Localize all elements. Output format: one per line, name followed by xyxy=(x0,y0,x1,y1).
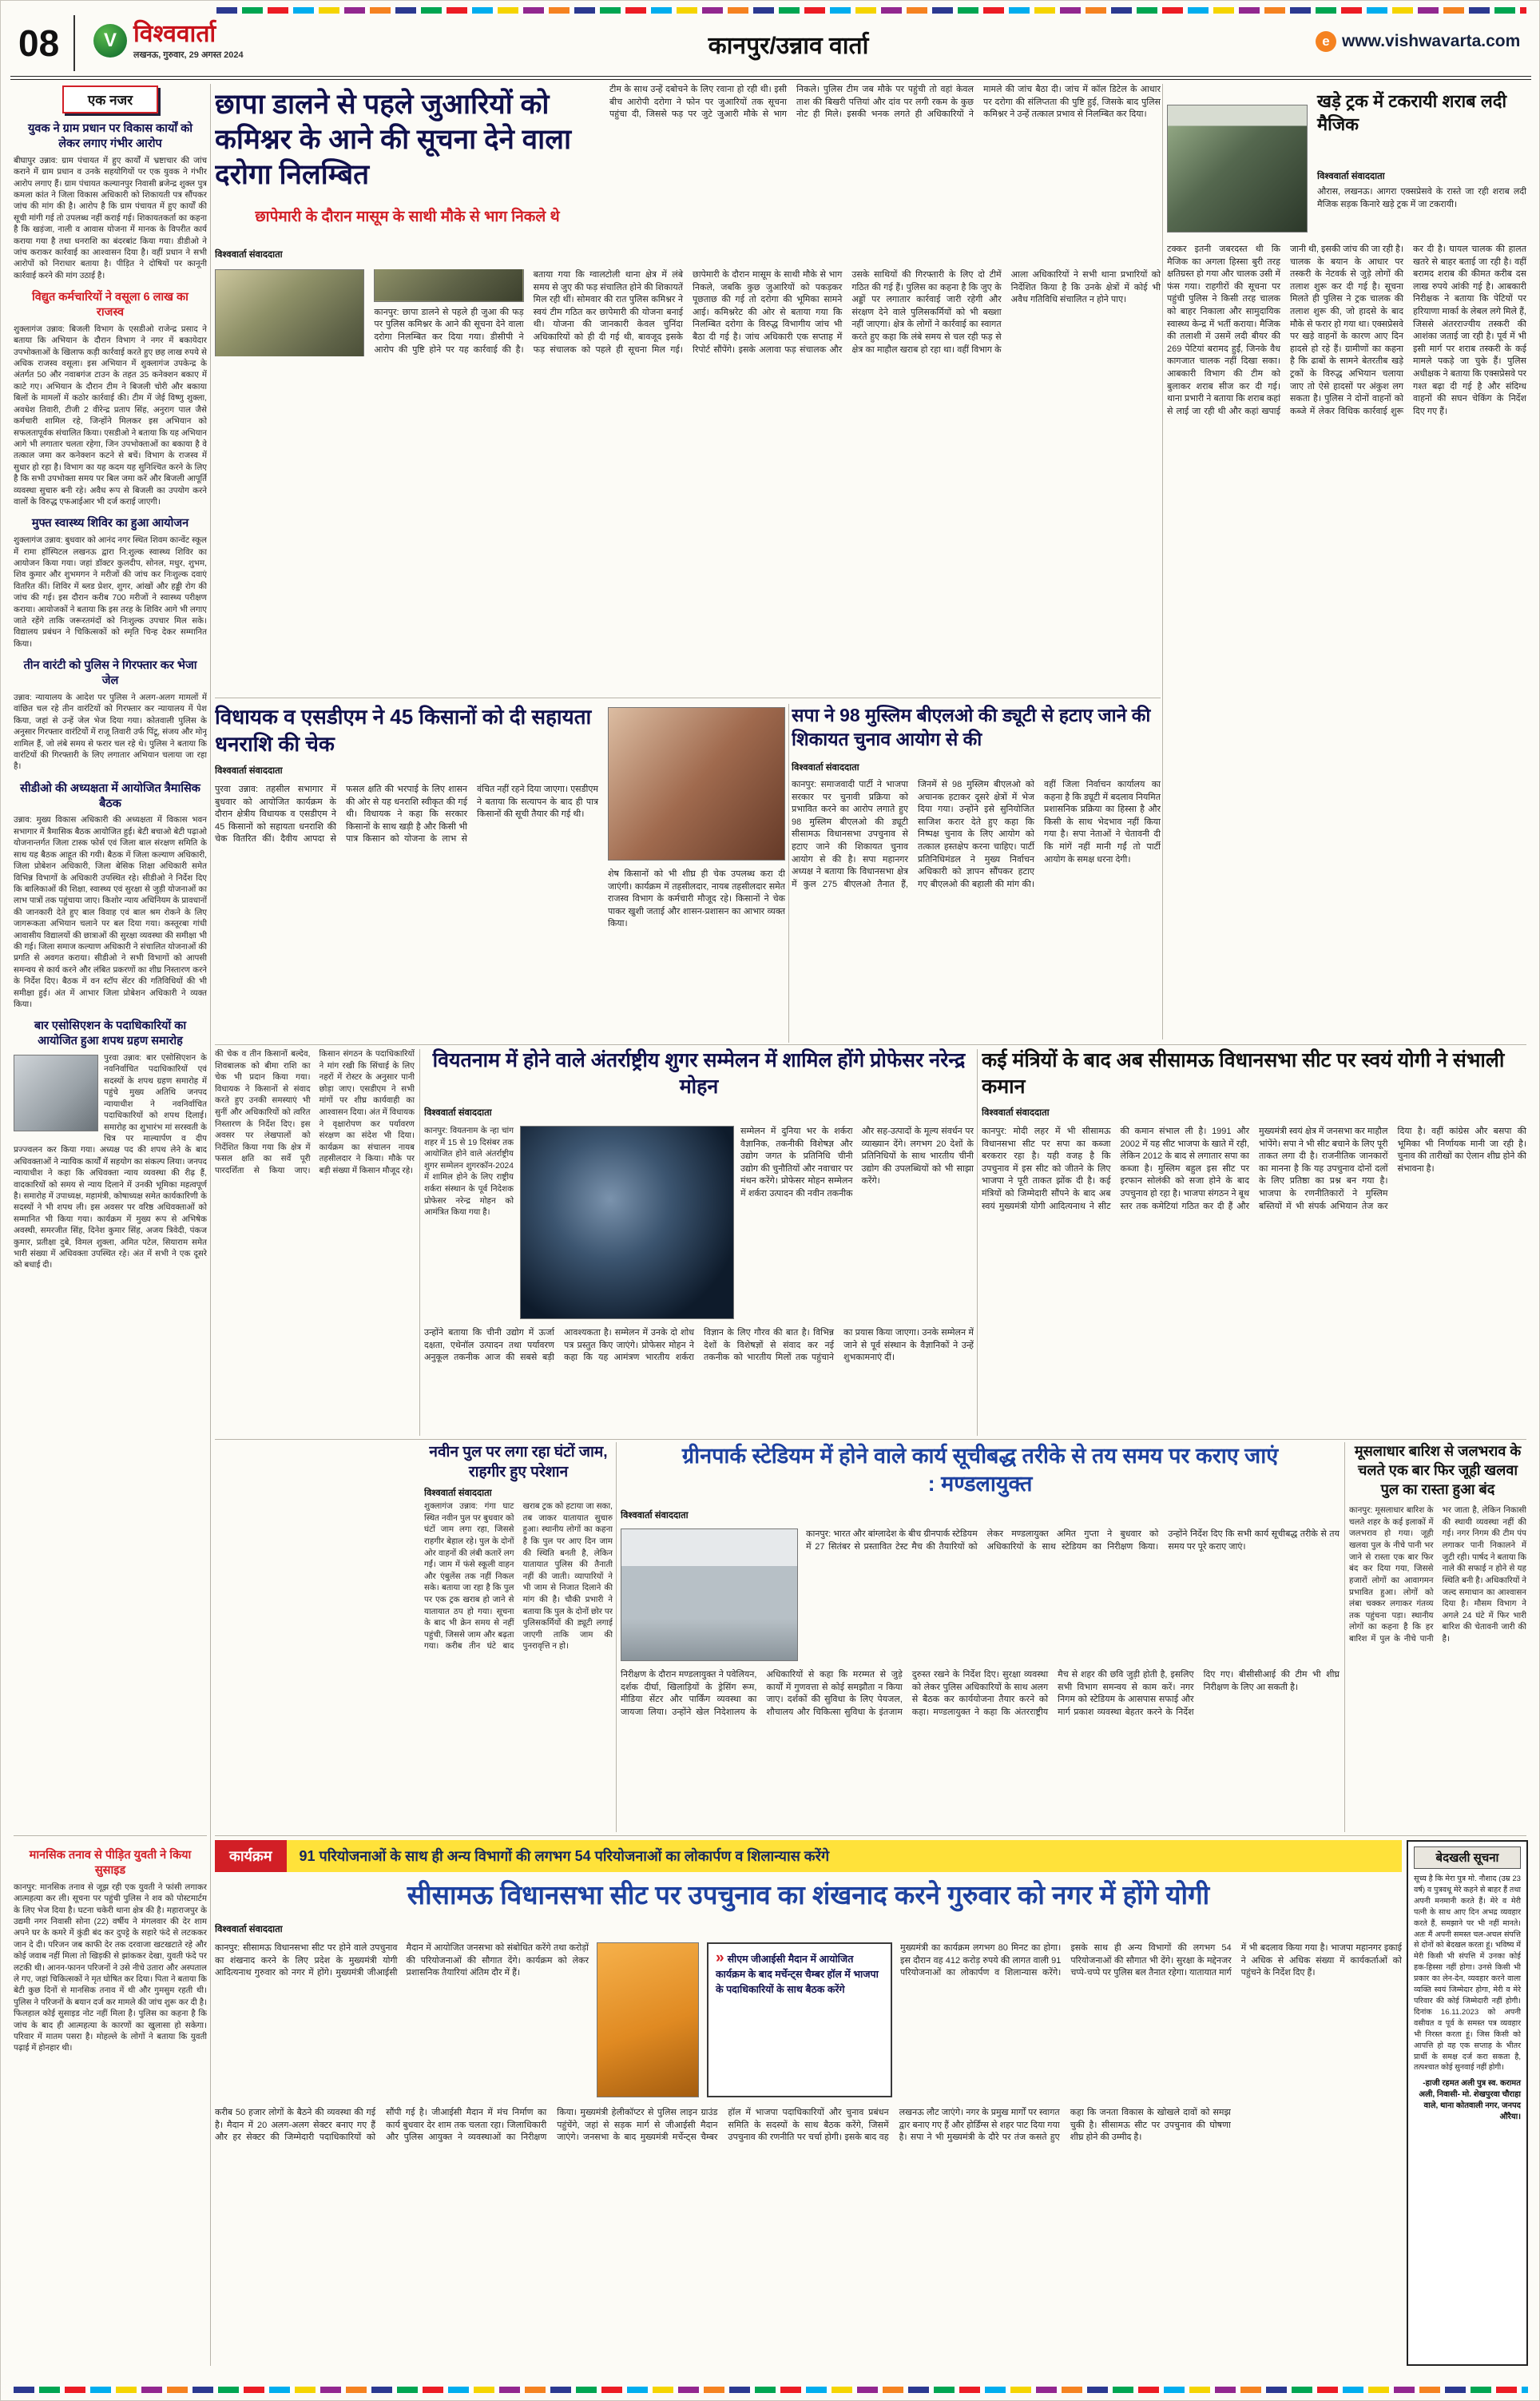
lead-subhead: छापेमारी के दौरान मासूम के साथी मौके से भाग निकले थे xyxy=(255,209,560,225)
vietnam-body-b: सम्मेलन में दुनिया भर के शर्करा वैज्ञानिक, तकनीकी विशेषज्ञ और उद्योग जगत के प्रतिनिधि चीनी उद्योग की चुनौतियों और नवाचार पर मंथन करेंगे। प्रोफेसर मोहन सम्मेलन में शर्करा उत्पादन की नवीन तकनीक और सह-उत्पादों के मूल्य संवर्धन पर व्याख्यान देंगे। लगभग 20 देशों के प्रतिनिधियों के साथ भारतीय चीनी उद्योग की उपलब्धियों को भी साझा करेंगे। xyxy=(740,1127,974,1199)
sidebar-headline-cdo-meeting: सीडीओ की अध्यक्षता में आयोजित त्रैमासिक बैठक xyxy=(20,781,200,810)
section-title: कानपुर/उन्नाव वार्ता xyxy=(708,33,869,59)
article-daroga-suspended xyxy=(215,84,1161,693)
sidebar-body-cdo-meeting: उन्नाव: मुख्य विकास अधिकारी की अध्यक्षता में विकास भवन सभागार में त्रैमासिक बैठक आयोजित हुई। बेटी बचाओ बेटी पढ़ाओ योजनान्तर्गत जिला टास्क फोर्स एवं जिला बाल संरक्षण समिति के साथ यह बैठक आहूत की गयी। बैठक में जिला कल्याण अधिकारी, जिला प्रोबेशन अधिकारी, जिला बेसिक शिक्षा अधिकारी समेत विभिन्न विभागों के अधिकारी उपस्थित रहे। सीडीओ ने निर्देश दिए कि बालिकाओं की शिक्षा, स्वास्थ्य एवं सुरक्षा से जुड़ी योजनाओं का लाभ पात्रों तक पहुंचाया जाए। किशोर न्याय अधिनियम के प्रावधानों की जानकारी देते हुए बाल विवाह एवं बाल श्रम रोकने के लिए जागरूकता अभियान चलाने पर बल दिया गया। कस्तूरबा गांधी आवासीय विद्यालयों की छात्राओं की सुरक्षा व्यवस्था की समीक्षा भी की गई। जिला समाज कल्याण अधिकारी ने संचालित योजनाओं की प्रगति से अवगत कराया। सीडीओ ने सभी विभागों को आपसी समन्वय से कार्य करने और लंबित प्रकरणों का शीघ्र निस्तारण करने के निर्देश दिए। बैठक में वन स्टॉप सेंटर की गतिविधियों की भी समीक्षा हुई। अंत में आभार जिला प्रोबेशन अधिकारी ने व्यक्त किया। xyxy=(14,816,207,1009)
sidebar-ek-najar xyxy=(14,84,207,1835)
sidebar-headline-warranty: तीन वारंटी को पुलिस ने गिरफ्तार कर भेजा जेल xyxy=(23,659,197,688)
article-yogi-sisamau-command xyxy=(982,1047,1526,1437)
lead-headline: छापा डालने से पहले जुआरियों को कमिश्नर के आने की सूचना देने वाला दरोगा निलम्बित xyxy=(215,89,572,191)
yogi-visit-body-c: करीब 50 हजार लोगों के बैठने की व्यवस्था की गई है। मैदान में 20 अलग-अलग सेक्टर बनाए गए हैं और हर सेक्टर की जिम्मेदारी पदाधिकारियों को सौंपी गई है। जीआईसी मैदान में मंच निर्माण का कार्य बुधवार देर शाम तक चलता रहा। जिलाधिकारी और पुलिस आयुक्त ने व्यवस्थाओं का निरीक्षण किया। मुख्यमंत्री हेलीकॉप्टर से पुलिस लाइन ग्राउंड पहुंचेंगे, जहां से सड़क मार्ग से जीआईसी मैदान जाएंगे। जनसभा के बाद मुख्यमंत्री मर्चेन्ट्स चैम्बर हॉल में भाजपा पदाधिकारियों और चुनाव प्रबंधन समिति के सदस्यों के साथ बैठक करेंगे, जिसमें उपचुनाव की रणनीति पर चर्चा होगी। इसके बाद वह लखनऊ लौट जाएंगे। नगर के प्रमुख मार्गों पर स्वागत द्वार बनाए गए हैं और होर्डिंग्स से शहर पाट दिया गया है। सपा ने भी मुख्यमंत्री के दौरे पर तंज कसते हुए कहा कि जनता विकास के खोखले दावों को समझ चुकी है। सीसामऊ सीट पर उपचुनाव की घोषणा शीघ्र होने की उम्मीद है। xyxy=(215,2108,1231,2143)
bottom-color-strip xyxy=(14,2387,1528,2393)
article-sugar-conference xyxy=(424,1047,974,1437)
eviction-notice-box xyxy=(1407,1840,1528,2366)
bridge-jam-byline: विश्ववार्ता संवाददाता xyxy=(424,1489,492,1499)
header-rule xyxy=(10,76,1531,80)
cheque-byline: विश्ववार्ता संवाददाता xyxy=(215,766,283,776)
yogi-portrait-photo xyxy=(597,1942,699,2097)
divider-line xyxy=(210,84,211,2366)
conference-speaker-photo xyxy=(520,1126,734,1319)
article-greenpark-stadium xyxy=(621,1442,1340,1832)
cheque-body-continuation: की चेक व तीन किसानों बल्देव, शिवबालक को बीमा राशि का चेक भी प्रदान किया गया। विधायक ने किसानों से संवाद करते हुए उनकी समस्याएं भी सुनीं और अधिकारियों को त्वरित निस्तारण के निर्देश दिए। इस अवसर पर लेखपालों को निर्देशित किया गया कि क्षेत्र में फसल क्षति का सर्वे पूरी पारदर्शिता से किया जाए। किसान संगठन के पदाधिकारियों ने मांग रखी कि सिंचाई के लिए नहरों में रोस्टर के अनुसार पानी छोड़ा जाए। एसडीएम ने सभी मांगों पर शीघ्र कार्यवाही का आश्वासन दिया। अंत में विधायक ने वृक्षारोपण कर पर्यावरण संरक्षण का संदेश भी दिया। कार्यक्रम का संचालन नायब तहसीलदार ने किया। मौके पर बड़ी संख्या में किसान मौजूद रहे। xyxy=(215,1050,415,1176)
quote-text: सीएम जीआईसी मैदान में आयोजित कार्यक्रम के बाद मर्चेन्ट्स चैम्बर हॉल में भाजपा के पदाधिकारियों के साथ बैठक करेंगे xyxy=(716,1954,879,1995)
masthead-title: विश्ववार्ता xyxy=(133,21,216,47)
greenpark-body-bottom: निरीक्षण के दौरान मण्डलायुक्त ने पवेलियन, दर्शक दीर्घा, खिलाड़ियों के ड्रेसिंग रूम, मीडिया सेंटर और पार्किंग व्यवस्था का जायजा लिया। उन्होंने खेल निदेशालय के अधिकारियों से कहा कि मरम्मत से जुड़े कार्यों में गुणवत्ता से कोई समझौता न किया जाए। दर्शकों की सुविधा के लिए पेयजल, शौचालय और चिकित्सा सुविधा के इंतजाम दुरुस्त रखने के निर्देश दिए। सुरक्षा व्यवस्था को लेकर पुलिस अधिकारियों के साथ अलग से बैठक कर कार्ययोजना तैयार करने को कहा। मण्डलायुक्त ने कहा कि अंतरराष्ट्रीय मैच से शहर की छवि जुड़ी होती है, इसलिए सभी विभाग समन्वय से काम करें। नगर निगम को स्टेडियम के आसपास सफाई और मार्ग प्रकाश व्यवस्था बेहतर करने के निर्देश दिए गए। बीसीसीआई की टीम भी शीघ्र निरीक्षण के लिए आ सकती है। xyxy=(621,1670,1340,1717)
website xyxy=(1316,31,1520,52)
program-label: कार्यक्रम xyxy=(215,1840,287,1872)
sidebar-headline-bar-oath: बार एसोसिएशन के पदाधिकारियों का आयोजित हुआ शपथ ग्रहण समारोह xyxy=(34,1020,187,1048)
lead-body xyxy=(215,269,1161,689)
masthead-bar xyxy=(14,15,1528,74)
sidebar-body-gram-pradhan: बीघापुर उन्नाव: ग्राम पंचायत में हुए कार्यों में भ्रष्टाचार की जांच कराने में ग्राम प्रधान व उनके सहयोगियों पर एक युवक ने गंभीर आरोप लगाए हैं। ग्राम पंचायत कल्यानपुर निवासी ब्रजेन्द्र शुक्ल पुत्र कमला कांत ने जिला विकास अधिकारी को शिकायती पत्र सौंपकर जांच की मांग की है। आरोप है कि ग्राम पंचायत में हुए कार्यों की सूची मांगी गई तो उपलब्ध नहीं कराई गई। शिकायतकर्ता का कहना है कि खड़ंजा, नाली व आवास योजना में मानक के विपरीत कार्य कराया गया है तथा धनराशि का बंदरबांट किया गया। डीडीओ ने जांच कराकर कार्रवाई का आश्वासन दिया है। वहीं प्रधान ने सभी आरोपों को निराधार बताया है। पीड़ित ने दोषियों पर कानूनी कार्रवाई करने की मांग उठाई है। xyxy=(14,156,207,280)
sidebar-headline-gram-pradhan: युवक ने ग्राम प्रधान पर विकास कार्यों को लेकर लगाए गंभीर आरोप xyxy=(27,122,193,150)
yogi-seat-body: कानपुर: मोदी लहर में भी सीसामऊ विधानसभा सीट पर सपा का कब्जा बरकरार रहा है। यही वजह है कि उपचुनाव में इस सीट को जीतने के लिए भाजपा ने पूरी ताकत झोंक दी है। कई मंत्रियों को जिम्मेदारी सौंपने के बाद अब स्वयं मुख्यमंत्री योगी आदित्यनाथ ने सीट की कमान संभाल ली है। 1991 और 2002 में यह सीट भाजपा के खाते में रही, लेकिन 2012 के बाद से लगातार सपा का कब्जा है। मुस्लिम बहुल इस सीट पर इरफान सोलंकी को सजा होने के बाद उपचुनाव हो रहा है। भाजपा संगठन ने बूथ स्तर तक कमेटियां गठित कर दी हैं और मुख्यमंत्री स्वयं क्षेत्र में जनसभा कर माहौल भांपेंगे। सपा ने भी सीट बचाने के लिए पूरी ताकत लगा दी है। राजनीतिक जानकारों का मानना है कि यह उपचुनाव दोनों दलों के लिए प्रतिष्ठा का प्रश्न बन गया है। भाजपा के रणनीतिकारों ने मुस्लिम बस्तियों में भी संपर्क अभियान तेज कर दिया है। वहीं कांग्रेस और बसपा की भूमिका भी निर्णायक मानी जा रही है। चुनाव की तारीखों का ऐलान शीघ्र होने की संभावना है। xyxy=(982,1127,1526,1211)
rain-bridge-body: कानपुर: मूसलाधार बारिश के चलते शहर के कई इलाकों में जलभराव हो गया। जूही खलवा पुल के नीचे पानी भर जाने से रास्ता एक बार फिर बंद कर दिया गया, जिससे हजारों लोगों का आवागमन प्रभावित हुआ। लोगों को लंबा चक्कर लगाकर गंतव्य तक पहुंचना पड़ा। स्थानीय लोगों का कहना है कि हर बारिश में पुल के नीचे पानी भर जाता है, लेकिन निकासी की स्थायी व्यवस्था नहीं की गई। नगर निगम की टीम पंप लगाकर पानी निकालने में जुटी रही। पार्षद ने बताया कि नाले की सफाई न होने से यह स्थिति बनी है। अधिकारियों ने जल्द समाधान का आश्वासन दिया है। मौसम विभाग ने अगले 24 घंटे में फिर भारी बारिश की चेतावनी जारी की है। xyxy=(1349,1506,1526,1644)
quote-arrows-icon: » xyxy=(716,1950,724,1966)
truck-headline: खड़े ट्रक में टकरायी शराब लदी मैजिक xyxy=(1317,91,1507,134)
yogi-seat-headline: कई मंत्रियों के बाद अब सीसामऊ विधानसभा सीट पर स्वयं योगी ने संभाली कमान xyxy=(982,1049,1505,1098)
article-truck-crash xyxy=(1167,84,1526,1040)
lead-byline: विश्ववार्ता संवाददाता xyxy=(215,250,283,260)
sidebar-headline-vidyut: विद्युत कर्मचारियों ने वसूला 6 लाख का राजस्व xyxy=(32,291,189,319)
cheque-body: पुरवा उन्नाव: तहसील सभागार में बुधवार को आयोजित कार्यक्रम के दौरान क्षेत्रीय विधायक व एसडीएम ने 45 किसानों को सहायता धनराशि की चेक वितरित कीं। दैवीय आपदा से फसल क्षति की भरपाई के लिए शासन की ओर से यह धनराशि स्वीकृत की गई थी। विधायक ने कहा कि सरकार किसानों के साथ खड़ी है और किसी भी पात्र किसान को योजना के लाभ से वंचित नहीं रहने दिया जाएगा। एसडीएम ने बताया कि सत्यापन के बाद ही पात्र किसानों की सूची तैयार की गई थी। xyxy=(215,785,598,845)
sidebar-body-vidyut: शुक्लागंज उन्नाव: बिजली विभाग के एसडीओ राजेन्द्र प्रसाद ने बताया कि अभियान के दौरान विभाग ने नगर में बकायेदार उपभोक्ताओं के खिलाफ कड़ी कार्रवाई करते हुए छह लाख रुपये से अधिक राजस्व वसूला। इस अभियान में शुक्लागंज उपकेन्द्र के अंतर्गत 50 और नवाबगंज टाउन के तहत 35 कनेक्शन बकाए में काटे गए। अभियान के दौरान टीम ने बिजली चोरी और बकाया बिलों के मामलों में कठोर कार्रवाई की। टीम में जेई विष्णु शुक्ला, अवधेश तिवारी, टीजी 2 वीरेन्द्र प्रताप सिंह, अनुराग पाल जैसे कर्मचारी शामिल रहे, जिन्होंने मिलकर इस अभियान को सफलतापूर्वक संचालित किया। एसडीओ ने बताया कि यह अभियान आगे भी लगातार चलता रहेगा, जिन उपभोक्ताओं का बकाया है वे तत्काल जमा कर कनेक्शन कटने से बचें। विभाग के राजस्व में सुधार हो रहा है। विभाग का यह कदम यह सुनिश्चित करने के लिए है कि सभी उपभोक्ता समय पर बिल जमा करें और बिजली आपूर्ति व्यवस्था सुचारु बनी रहे। अवैध रूप से बिजली का उपयोग करने वालों के विरुद्ध एफआईआर भी दर्ज कराई जाएगी। xyxy=(14,324,207,507)
notice-signature: -हाजी रहमत अली पुत्र स्व. करामत अली, निवासी- मो. शेखपुरवा चौराहा वाले, थाना कोतवाली नगर, जनपद औरैया। xyxy=(1419,2079,1521,2122)
divider-line xyxy=(215,1439,1526,1440)
sapa-headline: सपा ने 98 मुस्लिम बीएलओ की ड्यूटी से हटाए जाने की शिकायत चुनाव आयोग से की xyxy=(792,705,1151,749)
article-bridge-jam xyxy=(424,1442,613,1832)
sidebar-label: एक नजर xyxy=(62,85,158,113)
article-farmer-cheques xyxy=(215,704,785,1043)
yogi-visit-body-b: मुख्यमंत्री का कार्यक्रम लगभग 80 मिनट का होगा। इस दौरान वह 412 करोड़ रुपये की लागत वाली 91 परियोजनाओं का लोकार्पण व शिलान्यास करेंगे। इसके साथ ही अन्य विभागों की लगभग 54 परियोजनाओं की सौगात भी देंगे। सुरक्षा के मद्देनजर चप्पे-चप्पे पर पुलिस बल तैनात रहेगा। यातायात मार्ग में भी बदलाव किया गया है। भाजपा महानगर इकाई ने अधिक से अधिक संख्या में कार्यकर्ताओं को पहुंचने के निर्देश दिए हैं। xyxy=(900,1943,1402,1978)
greenpark-headline: ग्रीनपार्क स्टेडियम में होने वाले कार्य सूचीबद्ध तरीके से तय समय पर कराए जाएं : मण्डलायुक्त xyxy=(681,1444,1279,1497)
yogi-visit-headline: सीसामऊ विधानसभा सीट पर उपचुनाव का शंखनाद करने गुरुवार को नगर में होंगे योगी xyxy=(407,1880,1210,1910)
vietnam-body-a: कानपुर: वियतनाम के न्हा चांग शहर में 15 से 19 दिसंबर तक आयोजित होने वाले अंतर्राष्ट्रीय शुगर सम्मेलन शुगरकॉन-2024 में शामिल होने के लिए राष्ट्रीय शर्करा संस्थान के पूर्व निदेशक प्रोफेसर नरेन्द्र मोहन को आमंत्रित किया गया है। xyxy=(424,1127,514,1218)
rain-bridge-headline: मूसलाधार बारिश से जलभराव के चलते एक बार फिर जूही खलवा पुल का रास्ता हुआ बंद xyxy=(1354,1443,1522,1497)
truck-intro: औरास, लखनऊ। आगरा एक्सप्रेसवे के रास्ते जा रही शराब लदी मैजिक सड़क किनारे खड़े ट्रक में जा टकरायी। xyxy=(1317,187,1526,209)
truck-crash-photo xyxy=(1167,105,1308,233)
sidebar-bottom-article xyxy=(14,1840,207,2364)
divider-line xyxy=(1162,84,1163,1040)
sapa-byline: विश्ववार्ता संवाददाता xyxy=(792,763,859,773)
masthead-tagline: लखनऊ, गुरुवार, 29 अगस्त 2024 xyxy=(133,50,244,60)
vietnam-headline: वियतनाम में होने वाले अंतर्राष्ट्रीय शुगर सम्मेलन में शामिल होंगे प्रोफेसर नरेन्द्र मोहन xyxy=(432,1049,966,1098)
sidebar-body-suicide: कानपुर: मानसिक तनाव से जूझ रही एक युवती ने फांसी लगाकर आत्महत्या कर ली। सूचना पर पहुंची पुलिस ने शव को पोस्टमार्टम के लिए भेज दिया है। घटना चकेरी थाना क्षेत्र की है। महाराजपुर के उद्यमी नगर निवासी सोना (22) वर्षीय ने मंगलवार की देर शाम अपने घर के कमरे में कुंडी बंद कर दुपट्टे के सहारे फंदे से लटककर जान दे दी। परिजन जब काफी देर तक दरवाजा खटखटाते रहे और कोई जवाब नहीं मिला तो खिड़की से झांककर देखा, युवती फंदे पर लटकी थी। आनन-फानन परिजनों ने उसे नीचे उतारा और अस्पताल ले गए, जहां चिकित्सकों ने मृत घोषित कर दिया। पिता ने बताया कि बेटी कुछ दिनों से मानसिक तनाव में थी और गुमसुम रहती थी। पुलिस ने परिजनों के बयान दर्ज कर मामले की जांच शुरू कर दी है। फिलहाल कोई सुसाइड नोट नहीं मिला है। पुलिस का कहना है कि जांच के बाद ही आत्महत्या के कारणों का खुलासा हो सकेगा। परिवार में मातम पसरा है। मोहल्ले के लोगों ने बताया कि युवती पढ़ाई में होनहार थी। xyxy=(14,1882,207,2053)
divider-line xyxy=(616,1442,617,1832)
oath-ceremony-photo xyxy=(14,1055,98,1131)
truck-byline: विश्ववार्ता संवाददाता xyxy=(1317,172,1385,181)
lead-body-text: कानपुर: छापा डालने से पहले ही जुआ की फड़ पर पुलिस कमिश्नर के आने की सूचना देने वाला दरोगा निलम्बित कर दिया गया। डीसीपी ने आरोप की पुष्टि होने पर यह कार्रवाई की है। बताया गया कि ग्वालटोली थाना क्षेत्र में लंबे समय से जुए की फड़ संचालित होने की शिकायतें मिल रही थीं। सोमवार की रात पुलिस कमिश्नर ने स्वयं टीम गठित कर छापेमारी की योजना बनाई थी। योजना की जानकारी केवल चुनिंदा अधिकारियों को ही दी गई थी, बावजूद इसके फड़ संचालक को पहले ही सूचना मिल गई। छापेमारी के दौरान मासूम के साथी मौके से भाग निकले, जबकि कुछ जुआरियों को पकड़कर पूछताछ की गई तो दरोगा की भूमिका सामने आई। कमिश्नरेट की ओर से बताया गया कि निलम्बित दरोगा के विरुद्ध विभागीय जांच भी बैठा दी गई है। जांच अधिकारी एक सप्ताह में रिपोर्ट सौंपेंगे। इसके अलावा फड़ संचालक और उसके साथियों की गिरफ्तारी के लिए दो टीमें गठित की गई हैं। पुलिस का कहना है कि जुए के अड्डों पर लगातार कार्रवाई जारी रहेगी और संरक्षण देने वाले पुलिसकर्मियों को भी बख्शा नहीं जाएगा। क्षेत्र के लोगों ने कार्रवाई का स्वागत करते हुए कहा कि लंबे समय से चल रही फड़ से क्षेत्र का माहौल खराब हो रहा था। वहीं विभाग के आला अधिकारियों ने सभी थाना प्रभारियों को निर्देशित किया है कि उनके क्षेत्रों में कोई भी अवैध गतिविधि संचालित न होने पाए। xyxy=(374,270,1161,355)
sidebar-body-shivir: शुक्लागंज उन्नाव: बुधवार को आनंद नगर स्थित शिवम कान्वेंट स्कूल में रामा हॉस्पिटल लखनऊ द्वारा नि:शुल्क स्वास्थ्य शिविर का आयोजन किया गया। जहां डॉक्टर कुलदीप, सोनल, मधुर, शुभम, शिव कुमार और शुभमगन ने मरीजों की जांच कर निःशुल्क दवाएं वितरित कीं। शिविर में ब्लड प्रेशर, शुगर, आंखों और हड्डी रोग की जांच की गई। इस दौरान करीब 700 मरीजों ने स्वास्थ्य परीक्षण कराया। आयोजकों ने बताया कि इस तरह के शिविर आगे भी लगाए जाते रहेंगे ताकि जरूरतमंदों को निःशुल्क उपचार मिल सके। विद्यालय प्रबंधन ने चिकित्सकों को स्मृति चिन्ह देकर सम्मानित किया। xyxy=(14,536,207,649)
yogi-visit-body-a: कानपुर: सीसामऊ विधानसभा सीट पर होने वाले उपचुनाव का शंखनाद करने के लिए प्रदेश के मुख्यमंत्री योगी आदित्यनाथ गुरुवार को नगर में होंगे। मुख्यमंत्री जीआईसी मैदान में आयोजित जनसभा को संबोधित करेंगे तथा करोड़ों की परियोजनाओं की सौगात देंगे। कार्यक्रम को लेकर प्रशासनिक तैयारियां अंतिम दौर में हैं। xyxy=(215,1943,589,1978)
stadium-inspection-photo xyxy=(621,1528,798,1661)
greenpark-byline: विश्ववार्ता संवाददाता xyxy=(621,1511,689,1521)
article-yogi-city-visit xyxy=(215,1878,1402,2366)
notice-body: सूच्य है कि मेरा पुत्र मो. नौशाद (उम्र 23 वर्ष) व पुत्रवधू मेरे कहने से बाहर हैं तथा अपनी मनमानी करते हैं। मेरे व मेरी पत्नी के साथ आए दिन अभद्र व्यवहार करते हैं, समझाने पर भी नहीं मानते। अतः मैं अपनी समस्त चल-अचल संपत्ति से दोनों को बेदखल करता हूं। भविष्य में मेरी किसी भी संपत्ति में उनका कोई हक-हिस्सा नहीं होगा। उनसे किसी भी प्रकार का लेन-देन, व्यवहार करने वाला व्यक्ति स्वयं जिम्मेदार होगा, मेरी व मेरे परिवार की कोई जिम्मेदारी नहीं होगी। दिनांक 16.11.2023 को अपनी वसीयत व पूर्व के समस्त पत्र व्यवहार भी निरस्त करता हूं। जिस किसी को आपत्ति हो वह एक सप्ताह के भीतर प्रार्थी के समक्ष दर्ज करा सकता है, तत्पश्चात कोई सुनवाई नहीं होगी। xyxy=(1414,1874,1521,2073)
bridge-jam-body: शुक्लागंज उन्नाव: गंगा घाट स्थित नवीन पुल पर बुधवार को घंटों जाम लगा रहा, जिससे राहगीर बेहाल रहे। पुल के दोनों ओर वाहनों की लंबी कतारें लग गईं। जाम में फंसे स्कूली वाहन और एंबुलेंस तक नहीं निकल सके। बताया जा रहा है कि पुल पर एक ट्रक खराब हो जाने से यातायात ठप हो गया। सूचना के बाद भी क्रेन समय से नहीं पहुंची, जिससे जाम और बढ़ता गया। करीब तीन घंटे बाद खराब ट्रक को हटाया जा सका, तब जाकर यातायात सुचारु हुआ। स्थानीय लोगों का कहना है कि पुल पर आए दिन जाम की स्थिति बनती है, लेकिन यातायात पुलिस की तैनाती नहीं की जाती। व्यापारियों ने भी जाम से निजात दिलाने की मांग की है। चौकी प्रभारी ने बताया कि पुल के दोनों छोर पर पुलिसकर्मियों की ड्यूटी लगाई जाएगी ताकि जाम की पुनरावृत्ति न हो। xyxy=(424,1502,613,1652)
cheque-distribution-photo xyxy=(608,707,785,861)
bridge-jam-headline: नवीन पुल पर लगा रहा घंटों जाम, राहगीर हुए परेशान xyxy=(429,1444,608,1481)
yogi-seat-byline: विश्ववार्ता संवाददाता xyxy=(982,1108,1050,1118)
vietnam-byline: विश्ववार्ता संवाददाता xyxy=(424,1108,492,1118)
quote-box xyxy=(707,1942,892,2097)
divider-line xyxy=(419,1049,420,1436)
top-color-strip xyxy=(216,7,1526,14)
greenpark-body-right: कानपुर: भारत और बांग्लादेश के बीच ग्रीनपार्क स्टेडियम में 27 सितंबर से प्रस्तावित टेस्ट मैच की तैयारियों को लेकर मण्डलायुक्त अमित गुप्ता ने बुधवार को अधिकारियों के साथ स्टेडियम का निरीक्षण किया। उन्होंने निर्देश दिए कि सभी कार्य सूचीबद्ध तरीके से तय समय पर पूरे कराए जाएं। xyxy=(806,1529,1340,1552)
divider-line xyxy=(215,1835,1526,1836)
lead-body-right: टीम के साथ उन्हें दबोचने के लिए रवाना हो रही थी। इसी बीच आरोपी दरोगा ने फोन पर जुआरियों तक सूचना पहुंचा दी, जिससे फड़ पर जुटे जुआरी मौके से भाग निकले। पुलिस टीम जब मौके पर पहुंची तो वहां केवल ताश की बिखरी पत्तियां और दांव पर लगी रकम के कुछ नोट ही मिले। इसकी भनक लगते ही अधिकारियों ने मामले की जांच बैठा दी। जांच में कॉल डिटेल के आधार पर दरोगा की संलिप्तता की पुष्टि हुई, जिसके बाद पुलिस कमिश्नर ने उन्हें तत्काल प्रभाव से निलम्बित कर दिया। xyxy=(609,85,1161,120)
divider-line xyxy=(215,1044,1526,1045)
cheque-body-side: शेष किसानों को भी शीघ्र ही चेक उपलब्ध करा दी जाएंगी। कार्यक्रम में तहसीलदार, नायब तहसीलदार समेत राजस्व विभाग के कर्मचारी मौजूद रहे। किसानों ने चेक पाकर खुशी जताई और शासन-प्रशासन का आभार व्यक्त किया। xyxy=(608,869,785,929)
article-rain-bridge-closed xyxy=(1349,1442,1526,1832)
program-strip xyxy=(215,1840,1402,1872)
program-text: 91 परियोजनाओं के साथ ही अन्य विभागों की लगभग 54 परियोजनाओं का लोकार्पण व शिलान्यास करेंगे xyxy=(287,1840,1402,1872)
cheque-headline: विधायक व एसडीएम ने 45 किसानों को दी सहायता धनराशि की चेक xyxy=(215,705,592,756)
article-sapa-blo-complaint xyxy=(792,704,1161,1043)
notice-title: बेदखली सूचना xyxy=(1414,1846,1521,1869)
sidebar-body-warranty: उन्नाव: न्यायालय के आदेश पर पुलिस ने अलग-अलग मामलों में वांछित चल रहे तीन वारंटियों को गिरफ्तार कर न्यायालय में पेश किया, जहां से उन्हें जेल भेज दिया गया। कोतवाली पुलिस के अनुसार गिरफ्तार वारंटियों में राजू तिवारी उर्फ पिंटू, संजय और मोनू शामिल हैं, जो लंबे समय से फरार चल रहे थे। पुलिस ने बताया कि वारंटियों की गिरफ्तारी के लिए लगातार अभियान चलाया जा रहा है। xyxy=(14,693,207,772)
sidebar-headline-shivir: मुफ्त स्वास्थ्य शिविर का हुआ आयोजन xyxy=(31,517,189,531)
divider-line xyxy=(977,1049,978,1436)
sidebar-headline-suicide: मानसिक तनाव से पीड़ित युवती ने किया सुसाइड xyxy=(29,1849,192,1877)
yogi-visit-byline: विश्ववार्ता संवाददाता xyxy=(215,1925,283,1934)
divider-line xyxy=(1344,1442,1345,1832)
cheque-continuation xyxy=(215,1049,415,1436)
masthead-logo-icon: V xyxy=(93,24,127,58)
website-icon: e xyxy=(1316,31,1336,52)
page-number: 08 xyxy=(14,15,75,71)
divider-line xyxy=(14,1835,207,1836)
divider-line xyxy=(788,704,789,1043)
sidebar-body-bar-oath: पुरवा उन्नाव: बार एसोसिएशन के नवनिर्वाचित पदाधिकारियों एवं सदस्यों के शपथ ग्रहण समारोह में पहुंचे मुख्य अतिथि जनपद न्यायाधीश ने नवनिर्वाचित पदाधिकारियों को शपथ दिलाई। समारोह का शुभारंभ मां सरस्वती के चित्र पर माल्यार्पण व दीप प्रज्ज्वलन कर किया गया। अध्यक्ष पद की शपथ लेने के बाद अधिवक्ताओं ने न्यायिक कार्यों में सहयोग का संकल्प लिया। जनपद न्यायाधीश ने कहा कि अधिवक्ता न्याय व्यवस्था की रीढ़ हैं, वादकारियों को समय से न्याय दिलाने में उनकी भूमिका महत्वपूर्ण है। समारोह में उपाध्यक्ष, महामंत्री, कोषाध्यक्ष समेत कार्यकारिणी के सदस्यों ने भी शपथ ली। इस अवसर पर वरिष्ठ अधिवक्ताओं को सम्मानित भी किया गया। कार्यक्रम में मुख्य रूप से अभिषेक अवस्थी, समरजीत सिंह, दिनेश कुमार सिंह, अजय त्रिवेदी, पंकज कुमार, प्रतीक्षा दुबे, विमल शुक्ला, अमित पटेल, सियाराम समेत भारी संख्या में अधिवक्ता उपस्थित रहे। अंत में सभी ने एक दूसरे को बधाई दी। xyxy=(14,1054,207,1270)
vietnam-body-bottom: उन्होंने बताया कि चीनी उद्योग में ऊर्जा दक्षता, एथेनॉल उत्पादन तथा पर्यावरण अनुकूल तकनीक आज की सबसे बड़ी आवश्यकता है। सम्मेलन में उनके दो शोध पत्र प्रस्तुत किए जाएंगे। प्रोफेसर मोहन ने कहा कि यह आमंत्रण भारतीय शर्करा विज्ञान के लिए गौरव की बात है। विभिन्न देशों के विशेषज्ञों से संवाद कर नई तकनीक को भारतीय मिलों तक पहुंचाने का प्रयास किया जाएगा। उनके सम्मेलन में जाने से पूर्व संस्थान के वैज्ञानिकों ने उन्हें शुभकामनाएं दीं। xyxy=(424,1328,974,1363)
masthead xyxy=(93,22,244,61)
truck-body: टक्कर इतनी जबरदस्त थी कि मैजिक का अगला हिस्सा बुरी तरह क्षतिग्रस्त हो गया और चालक उसी में फंस गया। राहगीरों की सूचना पर पहुंची पुलिस ने किसी तरह चालक को बाहर निकाला और सामुदायिक स्वास्थ्य केन्द्र में भर्ती कराया। मैजिक की तलाशी में उसमें लदी बीयर की 269 पेटियां बरामद हुईं, जिनके वैध कागजात चालक नहीं दिखा सका। आबकारी विभाग की टीम को बुलाकर शराब सीज कर दी गई। थाना प्रभारी ने बताया कि शराब कहां से लाई जा रही थी और कहां खपाई जानी थी, इसकी जांच की जा रही है। चालक के बयान के आधार पर तस्करी के नेटवर्क से जुड़े लोगों की तलाश शुरू कर दी गई है। सूचना मिलते ही पुलिस ने ट्रक चालक की तलाश शुरू की, जो हादसे के बाद मौके से फरार हो गया था। एक्सप्रेसवे पर खड़े वाहनों के कारण आए दिन हादसे हो रहे हैं। ग्रामीणों का कहना है कि ढाबों के सामने बेतरतीब खड़े ट्रकों के विरुद्ध अभियान चलाया जाए तो ऐसे हादसों पर अंकुश लग सकता है। पुलिस ने दोनों वाहनों को कब्जे में लेकर विधिक कार्रवाई शुरू कर दी है। घायल चालक की हालत खतरे से बाहर बताई जा रही है। वहीं बरामद शराब की कीमत करीब दस लाख रुपये आंकी गई है। आबकारी निरीक्षक ने बताया कि पेटियों पर हरियाणा मार्का के लेबल लगे मिले हैं, जिससे अंतरराज्यीय तस्करी की आशंका जताई जा रही है। पूर्व में भी इसी मार्ग पर शराब तस्करी के कई मामले पकड़े जा चुके हैं। पुलिस अधीक्षक ने बताया कि एक्सप्रेसवे पर गश्त बढ़ा दी गई है और संदिग्ध वाहनों की सघन चेकिंग के निर्देश दिए गए हैं। xyxy=(1167,244,1526,416)
website-url: www.vishwavarta.com xyxy=(1342,32,1521,50)
sapa-body: कानपुर: समाजवादी पार्टी ने भाजपा सरकार पर चुनावी प्रक्रिया को प्रभावित करने का आरोप लगाते हुए 98 मुस्लिम बीएलओ की ड्यूटी सीसामऊ विधानसभा उपचुनाव से हटाए जाने की शिकायत चुनाव आयोग से की है। सपा महानगर अध्यक्ष ने बताया कि विधानसभा क्षेत्र में कुल 275 बीएलओ तैनात हैं, जिनमें से 98 मुस्लिम बीएलओ को अचानक हटाकर दूसरे क्षेत्रों में भेज दिया गया। उन्होंने इसे सुनियोजित साजिश करार देते हुए कहा कि निष्पक्ष चुनाव के लिए आयोग को तत्काल हस्तक्षेप करना चाहिए। पार्टी प्रतिनिधिमंडल ने मुख्य निर्वाचन अधिकारी को ज्ञापन सौंपकर हटाए गए बीएलओ की बहाली की मांग की। वहीं जिला निर्वाचन कार्यालय का कहना है कि ड्यूटी में बदलाव नियमित प्रशासनिक प्रक्रिया का हिस्सा है और किसी के साथ भेदभाव नहीं किया गया है। सपा नेताओं ने चेतावनी दी कि मांगें नहीं मानी गईं तो पार्टी आयोग के समक्ष धरना देगी। xyxy=(792,780,1161,889)
